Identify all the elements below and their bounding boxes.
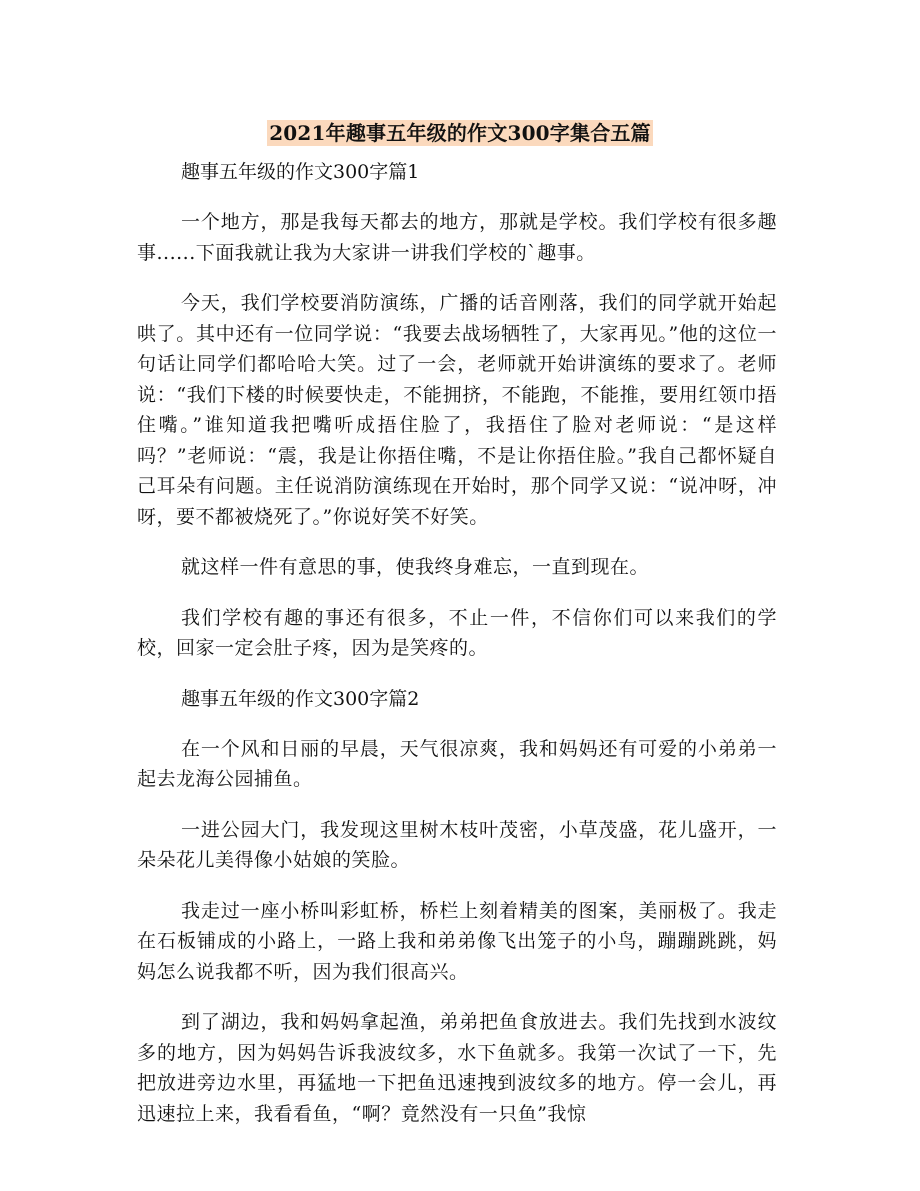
document-body <box>137 157 777 1149</box>
paragraph: 我走过一座小桥叫彩虹桥，桥栏上刻着精美的图案，美丽极了。我走在石板铺成的小路上，一路上我和弟弟像飞出笼子的小鸟，蹦蹦跳跳，妈妈怎么说我都不听，因为我们很高兴。 <box>137 899 777 983</box>
section-heading: 趣事五年级的作文300字篇1 <box>181 161 420 183</box>
paragraph: 在一个风和日丽的早晨，天气很凉爽，我和妈妈还有可爱的小弟弟一起去龙海公园捕鱼。 <box>137 737 777 790</box>
document-title <box>0 110 920 148</box>
paragraph: 我们学校有趣的事还有很多，不止一件，不信你们可以来我们的学校，回家一定会肚子疼，因为是笑疼的。 <box>137 606 777 659</box>
paragraph: 今天，我们学校要消防演练，广播的话音刚落，我们的同学就开始起哄了。其中还有一位同学说：“我要去战场牺牲了，大家再见。”他的这位一句话让同学们都哈哈大笑。过了一会，老师就开始讲演练的要求了。老师说：“我们下楼的时候要快走，不能拥挤，不能跑，不能推，要用红领巾捂住嘴。”谁知道我把嘴听成捂住脸了，我捂住了脸对老师说：“是这样吗？”老师说：“震，我是让你捂住嘴，不是让你捂住脸。”我自己都怀疑自己耳朵有问题。主任说消防演练现在开始时，那个同学又说：“说冲呀，冲呀，要不都被烧死了。”你说好笑不好笑。 <box>137 292 777 528</box>
section-heading: 趣事五年级的作文300字篇2 <box>181 687 420 710</box>
document-title-text: 2021年趣事五年级的作文300字集合五篇 <box>269 121 651 145</box>
paragraph: 一进公园大门，我发现这里树木枝叶茂密，小草茂盛，花儿盛开，一朵朵花儿美得像小姑娘的笑脸。 <box>137 818 777 871</box>
paragraph: 到了湖边，我和妈妈拿起渔，弟弟把鱼食放进去。我们先找到水波纹多的地方，因为妈妈告诉我波纹多，水下鱼就多。我第一次试了一下，先把放进旁边水里，再猛地一下把鱼迅速拽到波纹多的地方。停一会儿，再迅速拉上来，我看看鱼，“啊？竟然没有一只鱼”我惊 <box>137 1011 777 1125</box>
paragraph: 就这样一件有意思的事，使我终身难忘，一直到现在。 <box>181 556 650 578</box>
paragraph: 一个地方，那是我每天都去的地方，那就是学校。我们学校有很多趣事......下面我就让我为大家讲一讲我们学校的`趣事。 <box>137 211 777 264</box>
